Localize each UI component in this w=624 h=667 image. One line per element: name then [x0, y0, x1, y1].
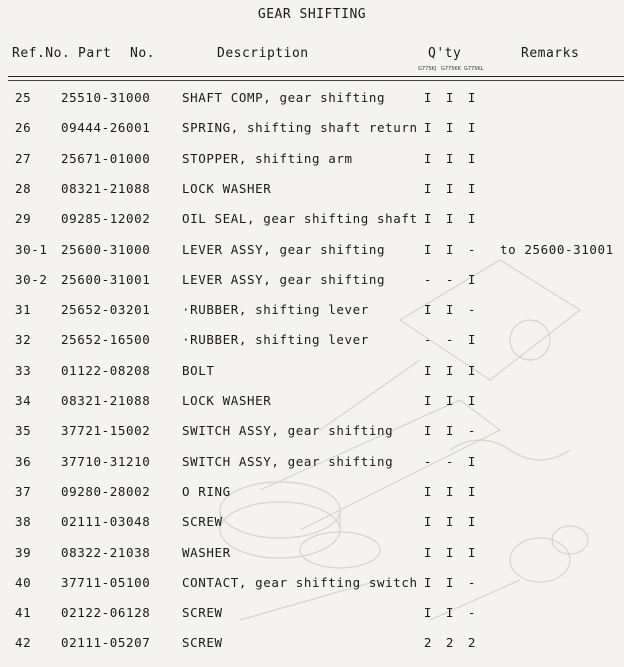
page-title: GEAR SHIFTING — [257, 7, 367, 22]
ref-no-cell: 25 — [15, 90, 32, 105]
qty-cell-1: I — [423, 574, 433, 590]
header-description: Description — [217, 46, 309, 61]
table-row — [0, 242, 624, 262]
ref-no-cell: 39 — [15, 544, 32, 560]
qty-cell-2: - — [445, 453, 455, 469]
qty-cell-3: 2 — [467, 635, 477, 651]
description-cell: WASHER — [182, 544, 231, 560]
description-cell: ·RUBBER, shifting lever — [182, 332, 369, 348]
table-row — [0, 575, 624, 595]
ref-no-cell: 26 — [15, 120, 32, 136]
qty-cell-2: I — [445, 605, 455, 621]
qty-cell-3: I — [467, 393, 477, 408]
qty-cell-1: I — [423, 150, 433, 166]
qty-cell-3: I — [467, 332, 477, 348]
description-cell: SCREW — [182, 514, 223, 530]
table-row — [0, 454, 624, 474]
part-no-cell: 09285-12002 — [61, 211, 151, 227]
description-cell: SPRING, shifting shaft return — [182, 120, 418, 136]
qty-cell-1: I — [423, 514, 433, 530]
part-no-cell: 25510-31000 — [61, 90, 151, 105]
part-no-cell: 08321-21088 — [61, 393, 151, 408]
qty-cell-2: I — [445, 362, 455, 378]
qty-cell-1: - — [423, 271, 433, 287]
header-part: Part — [78, 46, 112, 61]
description-cell: ·RUBBER, shifting lever — [182, 302, 369, 318]
qty-cell-2: I — [445, 211, 455, 227]
description-cell: O RING — [182, 483, 231, 499]
qty-cell-3: I — [467, 180, 477, 196]
qty-cell-3: I — [467, 150, 477, 166]
qty-cell-1: I — [423, 241, 433, 257]
qty-cell-2: I — [445, 150, 455, 166]
description-cell: CONTACT, gear shifting switch — [182, 574, 418, 590]
ref-no-cell: 27 — [15, 150, 32, 166]
description-cell: LEVER ASSY, gear shifting — [182, 241, 386, 257]
part-no-cell: 37711-05100 — [61, 574, 151, 590]
qty-model-2: G775KK — [441, 66, 461, 72]
qty-cell-1: I — [423, 544, 433, 560]
part-no-cell: 02122-06128 — [61, 605, 151, 621]
ref-no-cell: 35 — [15, 423, 32, 439]
header-qty: Q'ty — [428, 46, 462, 61]
description-cell: SCREW — [182, 635, 223, 651]
ref-no-cell: 42 — [15, 635, 32, 651]
qty-cell-1: I — [423, 180, 433, 196]
qty-cell-1: I — [423, 362, 433, 378]
description-cell: LOCK WASHER — [182, 393, 272, 408]
qty-cell-1: I — [423, 302, 433, 318]
ref-no-cell: 30-2 — [15, 271, 48, 287]
qty-cell-1: - — [423, 332, 433, 348]
remarks-cell: to 25600-31001 — [500, 241, 614, 257]
description-cell: OIL SEAL, gear shifting shaft — [182, 211, 418, 227]
table-row — [0, 514, 624, 534]
table-row — [0, 181, 624, 201]
table-row — [0, 332, 624, 352]
qty-cell-1: I — [423, 423, 433, 439]
qty-cell-2: I — [445, 423, 455, 439]
table-row — [0, 484, 624, 504]
table-row — [0, 605, 624, 625]
qty-cell-3: - — [467, 302, 477, 318]
description-cell: SWITCH ASSY, gear shifting — [182, 453, 394, 469]
table-row — [0, 423, 624, 443]
qty-cell-3: I — [467, 362, 477, 378]
qty-cell-3: I — [467, 120, 477, 136]
qty-cell-1: I — [423, 393, 433, 408]
qty-cell-1: I — [423, 90, 433, 105]
qty-cell-3: - — [467, 574, 477, 590]
qty-cell-3: I — [467, 211, 477, 227]
ref-no-cell: 32 — [15, 332, 32, 348]
description-cell: SWITCH ASSY, gear shifting — [182, 423, 394, 439]
qty-cell-2: I — [445, 574, 455, 590]
part-no-cell: 37710-31210 — [61, 453, 151, 469]
header-no: No. — [130, 46, 155, 61]
part-no-cell: 09280-28002 — [61, 483, 151, 499]
part-no-cell: 25600-31001 — [61, 271, 151, 287]
ref-no-cell: 37 — [15, 483, 32, 499]
part-no-cell: 08322-21038 — [61, 544, 151, 560]
ref-no-cell: 40 — [15, 574, 32, 590]
part-no-cell: 09444-26001 — [61, 120, 151, 136]
qty-cell-1: I — [423, 120, 433, 136]
table-row — [0, 393, 624, 413]
qty-cell-2: I — [445, 241, 455, 257]
qty-cell-2: - — [445, 332, 455, 348]
part-no-cell: 37721-15002 — [61, 423, 151, 439]
qty-cell-3: - — [467, 605, 477, 621]
qty-cell-1: I — [423, 605, 433, 621]
qty-cell-3: I — [467, 90, 477, 105]
ref-no-cell: 29 — [15, 211, 32, 227]
qty-cell-1: I — [423, 483, 433, 499]
part-no-cell: 02111-03048 — [61, 514, 151, 530]
ref-no-cell: 34 — [15, 393, 32, 408]
description-cell: SHAFT COMP, gear shifting — [182, 90, 386, 105]
description-cell: BOLT — [182, 362, 215, 378]
qty-cell-1: 2 — [423, 635, 433, 651]
qty-cell-3: I — [467, 514, 477, 530]
table-row — [0, 120, 624, 140]
description-cell: LEVER ASSY, gear shifting — [182, 271, 386, 287]
qty-model-3: G775KL — [464, 66, 484, 72]
qty-cell-3: I — [467, 271, 477, 287]
part-no-cell: 02111-05207 — [61, 635, 151, 651]
qty-cell-2: I — [445, 483, 455, 499]
qty-cell-1: I — [423, 211, 433, 227]
qty-cell-2: I — [445, 393, 455, 408]
qty-cell-3: I — [467, 483, 477, 499]
header-rule-top — [8, 76, 624, 77]
description-cell: STOPPER, shifting arm — [182, 150, 353, 166]
qty-cell-2: I — [445, 544, 455, 560]
part-no-cell: 25652-03201 — [61, 302, 151, 318]
header-ref-no: Ref.No. — [12, 46, 71, 61]
qty-cell-2: I — [445, 90, 455, 105]
table-row — [0, 272, 624, 292]
table-row — [0, 90, 624, 110]
qty-cell-2: I — [445, 514, 455, 530]
header-remarks: Remarks — [521, 46, 580, 61]
ref-no-cell: 36 — [15, 453, 32, 469]
qty-cell-2: I — [445, 180, 455, 196]
qty-cell-2: 2 — [445, 635, 455, 651]
table-row — [0, 635, 624, 655]
ref-no-cell: 31 — [15, 302, 32, 318]
qty-cell-3: I — [467, 544, 477, 560]
ref-no-cell: 41 — [15, 605, 32, 621]
description-cell: SCREW — [182, 605, 223, 621]
part-no-cell: 25600-31000 — [61, 241, 151, 257]
table-row — [0, 545, 624, 565]
ref-no-cell: 33 — [15, 362, 32, 378]
part-no-cell: 01122-08208 — [61, 362, 151, 378]
table-row — [0, 302, 624, 322]
table-row — [0, 151, 624, 171]
header-rule-bottom — [8, 80, 624, 81]
description-cell: LOCK WASHER — [182, 180, 272, 196]
qty-cell-2: I — [445, 302, 455, 318]
qty-cell-1: - — [423, 453, 433, 469]
table-row — [0, 211, 624, 231]
table-row — [0, 363, 624, 383]
ref-no-cell: 38 — [15, 514, 32, 530]
qty-cell-3: - — [467, 241, 477, 257]
qty-model-1: G775KJ — [418, 66, 437, 72]
qty-cell-2: - — [445, 271, 455, 287]
qty-cell-3: I — [467, 453, 477, 469]
part-no-cell: 25652-16500 — [61, 332, 151, 348]
qty-cell-3: - — [467, 423, 477, 439]
part-no-cell: 08321-21088 — [61, 180, 151, 196]
part-no-cell: 25671-01000 — [61, 150, 151, 166]
ref-no-cell: 28 — [15, 180, 32, 196]
ref-no-cell: 30-1 — [15, 241, 48, 257]
qty-cell-2: I — [445, 120, 455, 136]
